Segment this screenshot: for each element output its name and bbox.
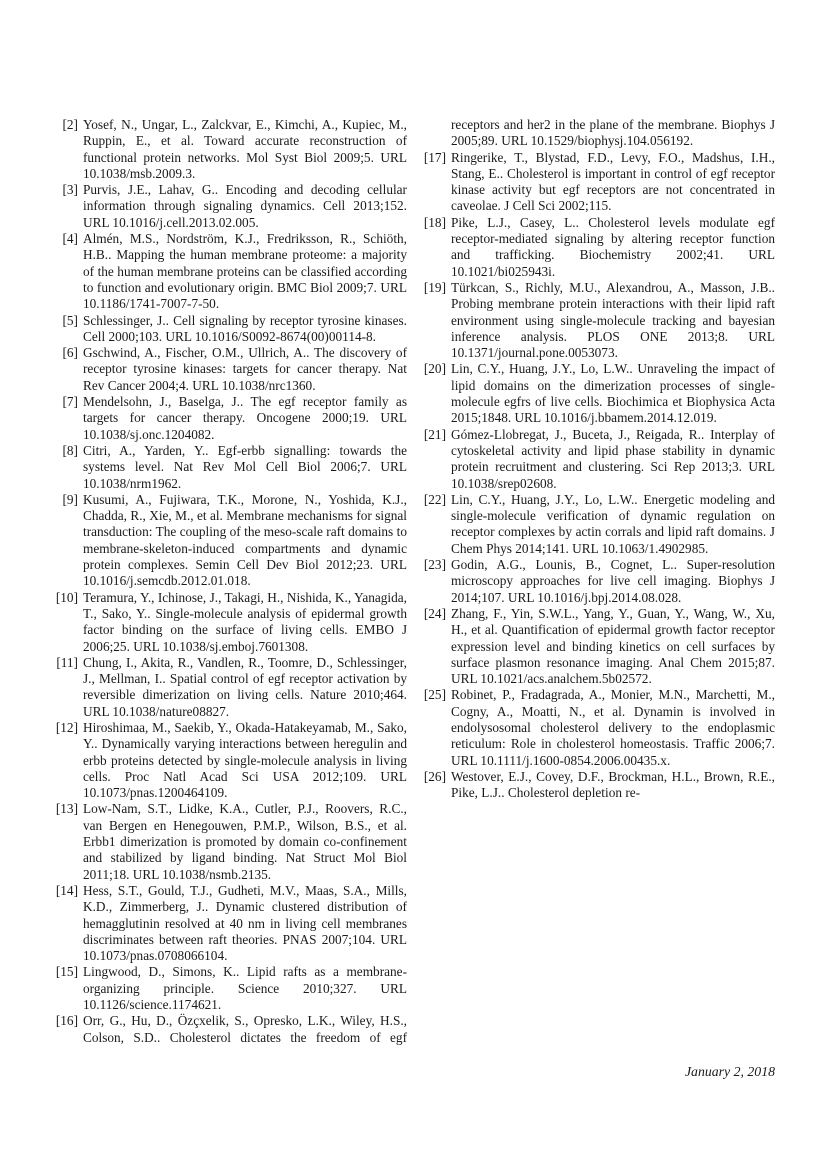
reference-text: Citri, A., Yarden, Y.. Egf-erbb signalling: towards the systems level. Nat Rev Mol Cell Biol 2006;7. URL 10.1038/nrm1962. [83, 442, 407, 491]
reference-number: [21] [423, 426, 446, 442]
reference-text: Türkcan, S., Richly, M.U., Alexandrou, A., Masson, J.B.. Probing membrane protein interactions with their lipid raft environment using single-molecule tracking and bayesian inference analysis. PLOS ONE 2013;8. URL 10.1371/journal.pone.0053073. [451, 279, 775, 361]
reference-text: Westover, E.J., Covey, D.F., Brockman, H.L., Brown, R.E., Pike, L.J.. Cholesterol depletion re- [451, 768, 775, 801]
reference-item [421, 280, 775, 361]
reference-item [421, 150, 775, 215]
reference-text: Hiroshimaa, M., Saekib, Y., Okada-Hatakeyamab, M., Sako, Y.. Dynamically varying interactions between heregulin and erbb proteins detected by single-molecule analysis in living cells. Proc Natl Acad Sci USA 2012;109. URL 10.1073/pnas.1200464109. [83, 719, 407, 801]
reference-number: [14] [55, 882, 78, 898]
references-list [53, 117, 775, 1049]
reference-number: [17] [423, 149, 446, 165]
reference-text: Zhang, F., Yin, S.W.L., Yang, Y., Guan, Y., Wang, W., Xu, H., et al. Quantification of epidermal growth factor receptor expression level and binding kinetics on cell surfaces by surface plasmon resonance imaging. Anal Chem 2015;87. URL 10.1021/acs.analchem.5b02572. [451, 605, 775, 687]
reference-number: [16] [55, 1013, 78, 1029]
reference-text: Kusumi, A., Fujiwara, T.K., Morone, N., Yoshida, K.J., Chadda, R., Xie, M., et al. Membrane mechanisms for signal transduction: The coupling of the meso-scale raft domains to membrane-skeleton-induced compartments and dynamic protein complexes. Semin Cell Dev Biol 2012;23. URL 10.1016/j.semcdb.2012.01.018. [83, 491, 407, 589]
reference-text: Lingwood, D., Simons, K.. Lipid rafts as a membrane-organizing principle. Science 2010;327. URL 10.1126/science.1174621. [83, 964, 407, 1013]
reference-text: Almén, M.S., Nordström, K.J., Fredriksson, R., Schiöth, H.B.. Mapping the human membrane proteome: a majority of the human membrane proteins can be classified according to function and evolutionary origin. BMC Biol 2009;7. URL 10.1186/1741-7007-7-50. [83, 231, 407, 312]
reference-text: Mendelsohn, J., Baselga, J.. The egf receptor family as targets for cancer therapy. Oncogene 2000;19. URL 10.1038/sj.onc.1204082. [83, 394, 407, 442]
reference-item [53, 231, 407, 312]
reference-text: Godin, A.G., Lounis, B., Cognet, L.. Super-resolution microscopy approaches for live cell imaging. Biophys J 2014;107. URL 10.1016/j.bpj.2014.08.028. [451, 557, 775, 605]
reference-number: [23] [423, 557, 446, 573]
reference-number: [9] [62, 491, 78, 507]
reference-number: [7] [62, 394, 78, 410]
reference-item [421, 687, 775, 768]
reference-text: Hess, S.T., Gould, T.J., Gudheti, M.V., Maas, S.A., Mills, K.D., Zimmerberg, J.. Dynamic clustered distribution of hemagglutinin resolved at 40 nm in living cell membranes discriminates between raft theories. PNAS 2007;104. URL 10.1073/pnas.0708066104. [83, 882, 407, 964]
reference-number: [11] [56, 654, 78, 670]
reference-text: Gschwind, A., Fischer, O.M., Ullrich, A.. The discovery of receptor tyrosine kinases: targets for cancer therapy. Nat Rev Cancer 2004;4. URL 10.1038/nrc1360. [83, 345, 407, 393]
reference-number: [15] [55, 964, 78, 980]
reference-number: [26] [423, 768, 446, 784]
reference-text: Robinet, P., Fradagrada, A., Monier, M.N., Marchetti, M., Cogny, A., Moatti, N., et al. Dynamin is involved in endolysosomal cholesterol delivery to the endoplasmic reticulum: Role in cholesterol homeostasis. Traffic 2006;7. URL 10.1111/j.1600-0854.2006.00435.x. [451, 687, 775, 768]
reference-number: [2] [62, 117, 78, 132]
reference-item [421, 606, 775, 687]
reference-text: Ringerike, T., Blystad, F.D., Levy, F.O., Madshus, I.H., Stang, E.. Cholesterol is important in control of egf receptor kinase activity but egf receptors are not concentrated in caveolae. J Cell Sci 2002;115. [451, 149, 775, 214]
reference-item [53, 801, 407, 882]
reference-number: [22] [423, 491, 446, 507]
reference-number: [6] [62, 345, 78, 361]
reference-item [53, 313, 407, 346]
reference-number: [25] [423, 687, 446, 703]
reference-number: [10] [55, 589, 78, 605]
reference-item [53, 590, 407, 655]
reference-item [421, 492, 775, 557]
reference-number: [20] [423, 361, 446, 377]
reference-number: [13] [55, 801, 78, 817]
reference-item [53, 883, 407, 964]
reference-item [53, 117, 407, 182]
reference-item [53, 964, 407, 1013]
reference-number: [19] [423, 279, 446, 295]
reference-item [53, 443, 407, 492]
reference-number: [8] [62, 442, 78, 458]
reference-item [53, 345, 407, 394]
reference-item [53, 182, 407, 231]
reference-number: [18] [423, 214, 446, 230]
reference-item [421, 557, 775, 606]
reference-item [421, 769, 775, 802]
reference-text: Lin, C.Y., Huang, J.Y., Lo, L.W.. Unraveling the impact of lipid domains on the dimerization processes of single-molecule egfrs of live cells. Biochimica et Biophysica Acta 2015;1848. URL 10.1016/j.bbamem.2014.12.019. [451, 361, 775, 426]
reference-text: Chung, I., Akita, R., Vandlen, R., Toomre, D., Schlessinger, J., Mellman, I.. Spatial control of egf receptor activation by reversible dimerization on living cells. Nature 2010;464. URL 10.1038/nature08827. [83, 654, 407, 719]
reference-item [421, 427, 775, 492]
reference-text: Orr, G., Hu, D., Özçxelik, S., Opresko, L.K., Wiley, H.S., Colson, S.D.. Cholesterol dictates the freedom of egf receptors and her2 in the plane of the membrane. Biophys J 2005;89. URL 10.1529/biophysj.104.056192. [83, 117, 775, 1045]
reference-item [421, 215, 775, 280]
reference-text: Pike, L.J., Casey, L.. Cholesterol levels modulate egf receptor-mediated signaling by altering receptor function and trafficking. Biochemistry 2002;41. URL 10.1021/bi025943i. [451, 214, 775, 279]
reference-item [53, 394, 407, 443]
reference-text: Schlessinger, J.. Cell signaling by receptor tyrosine kinases. Cell 2000;103. URL 10.1016/S0092-8674(00)00114-8. [83, 312, 407, 344]
reference-number: [3] [62, 182, 78, 198]
reference-number: [12] [55, 719, 78, 735]
reference-number: [4] [62, 231, 78, 247]
footer-date: January 2, 2018 [684, 1064, 775, 1079]
reference-text: Purvis, J.E., Lahav, G.. Encoding and decoding cellular information through signaling dynamics. Cell 2013;152. URL 10.1016/j.cell.2013.02.005. [83, 182, 407, 230]
reference-item [53, 492, 407, 590]
reference-item [421, 361, 775, 426]
reference-text: Lin, C.Y., Huang, J.Y., Lo, L.W.. Energetic modeling and single-molecule verification of dynamic regulation on receptor complexes by actin corrals and lipid raft domains. J Chem Phys 2014;141. URL 10.1063/1.4902985. [451, 491, 775, 556]
reference-number: [24] [423, 605, 446, 621]
reference-text: Low-Nam, S.T., Lidke, K.A., Cutler, P.J., Roovers, R.C., van Bergen en Henegouwen, P.M.P., Wilson, B.S., et al. Erbb1 dimerization is promoted by domain co-confinement and stabilized by ligand binding. Nat Struct Mol Biol 2011;18. URL 10.1038/nsmb.2135. [83, 801, 407, 882]
reference-number: [5] [62, 312, 78, 328]
reference-text: Teramura, Y., Ichinose, J., Takagi, H., Nishida, K., Yanagida, T., Sako, Y.. Single-molecule analysis of epidermal growth factor binding on the surface of living cells. EMBO J 2006;25. URL 10.1038/sj.emboj.7601308. [83, 589, 407, 654]
reference-item [53, 720, 407, 801]
reference-text: Yosef, N., Ungar, L., Zalckvar, E., Kimchi, A., Kupiec, M., Ruppin, E., et al. Toward accurate reconstruction of functional protein networks. Mol Syst Biol 2009;5. URL 10.1038/msb.2009.3. [83, 117, 407, 181]
reference-text: Gómez-Llobregat, J., Buceta, J., Reigada, R.. Interplay of cytoskeletal activity and lipid phase stability in dynamic protein recruitment and clustering. Sci Rep 2013;3. URL 10.1038/srep02608. [451, 426, 775, 491]
reference-item [53, 655, 407, 720]
